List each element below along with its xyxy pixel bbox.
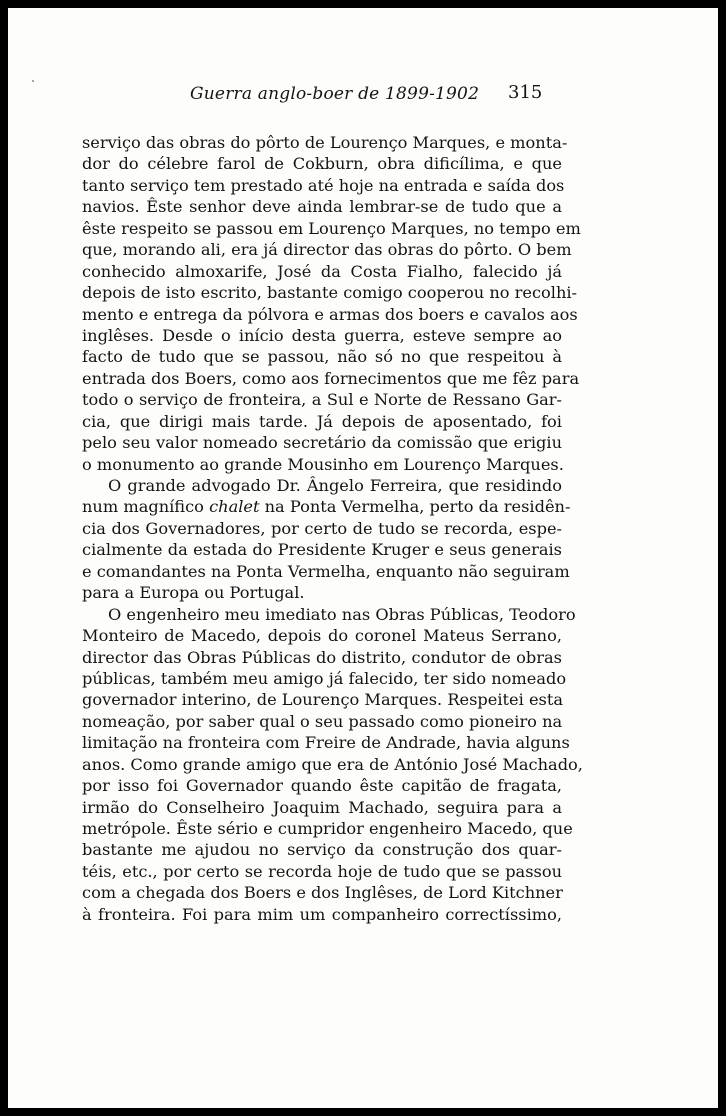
text-line: públicas, também meu amigo já falecido, ter sido nomeado [82, 668, 567, 688]
page-number: 315 [508, 82, 543, 103]
paragraph-3 [82, 604, 583, 926]
text-line: à fronteira. Foi para mim um companheiro correctíssimo, [82, 904, 562, 924]
text-line: facto de tudo que se passou, não só no que respeitou à [82, 347, 562, 367]
book-page [8, 8, 718, 1108]
text-line: director das Obras Públicas do distrito, condutor de obras [82, 647, 562, 667]
text-line: anos. Como grande amigo que era de António José Machado, [82, 754, 583, 774]
text-line: por isso foi Governador quando êste capitão de fragata, [82, 776, 562, 796]
text-line: entrada dos Boers, como aos fornecimentos que me fêz para [82, 368, 580, 388]
text-line: com a chegada dos Boers e dos Inglêses, de Lord Kitchner [82, 883, 563, 903]
text-line: serviço das obras do pôrto de Lourenço Marques, e monta- [82, 133, 568, 152]
text-line: cia, que dirigi mais tarde. Já depois de aposentado, foi [82, 411, 562, 431]
text-line: cia dos Governadores, por certo de tudo se recorda, espe- [82, 518, 562, 538]
text-line: tanto serviço tem prestado até hoje na entrada e saída dos [82, 175, 565, 195]
text-line: que, morando ali, era já director das obras do pôrto. O bem [82, 240, 572, 260]
text-line: O grande advogado Dr. Ângelo Ferreira, que residindo [108, 476, 562, 495]
paragraph-1 [82, 132, 581, 475]
page-header [8, 78, 718, 108]
text-line-mixed [82, 496, 571, 517]
running-title: Guerra anglo-boer de 1899-1902 [190, 84, 480, 104]
text-line: e comandantes na Ponta Vermelha, enquanto não seguiram [82, 561, 570, 581]
text-line: nomeação, por saber qual o seu passado como pioneiro na [82, 711, 563, 731]
text-line: Monteiro de Macedo, depois do coronel Mateus Serrano, [82, 626, 562, 646]
text-line: metrópole. Êste sério e cumpridor engenheiro Macedo, que [82, 819, 573, 838]
text-line: cialmente da estada do Presidente Kruger e seus generais [82, 540, 562, 560]
text-line: inglêses. Desde o início desta guerra, esteve sempre ao [82, 325, 562, 345]
text-line: limitação na fronteira com Freire de Andrade, havia alguns [82, 733, 570, 753]
paragraph-2 [82, 475, 571, 604]
text-line: governador interino, de Lourenço Marques. Respeitei esta [82, 690, 563, 710]
text-fragment: na Ponta Vermelha, perto da residên- [259, 497, 571, 517]
text-line: êste respeito se passou em Lourenço Marques, no tempo em [82, 218, 581, 238]
text-line: O engenheiro meu imediato nas Obras Públicas, Teodoro [108, 604, 576, 624]
text-line: conhecido almoxarife, José da Costa Fialho, falecido já [82, 261, 562, 281]
text-line: navios. Êste senhor deve ainda lembrar-se de tudo que a [82, 197, 562, 217]
text-line: bastante me ajudou no serviço da construção dos quar- [82, 840, 562, 860]
text-line: depois de isto escrito, bastante comigo cooperou no recolhi- [82, 283, 578, 303]
italic-word: chalet [209, 497, 260, 517]
text-line: irmão do Conselheiro Joaquim Machado, seguira para a [82, 797, 562, 817]
body-text [82, 132, 583, 925]
text-fragment: num magnífico [82, 497, 210, 517]
text-line: todo o serviço de fronteira, a Sul e Norte de Ressano Gar- [82, 390, 562, 410]
text-line: téis, etc., por certo se recorda hoje de tudo que se passou [82, 861, 562, 881]
text-line: o monumento ao grande Mousinho em Lourenço Marques. [82, 454, 564, 474]
text-line: pelo seu valor nomeado secretário da comissão que erigiu [82, 433, 562, 453]
text-line: para a Europa ou Portugal. [82, 583, 305, 603]
text-line: dor do célebre farol de Cokburn, obra dificílima, e que [82, 154, 562, 174]
text-line: mento e entrega da pólvora e armas dos boers e cavalos aos [82, 304, 578, 324]
